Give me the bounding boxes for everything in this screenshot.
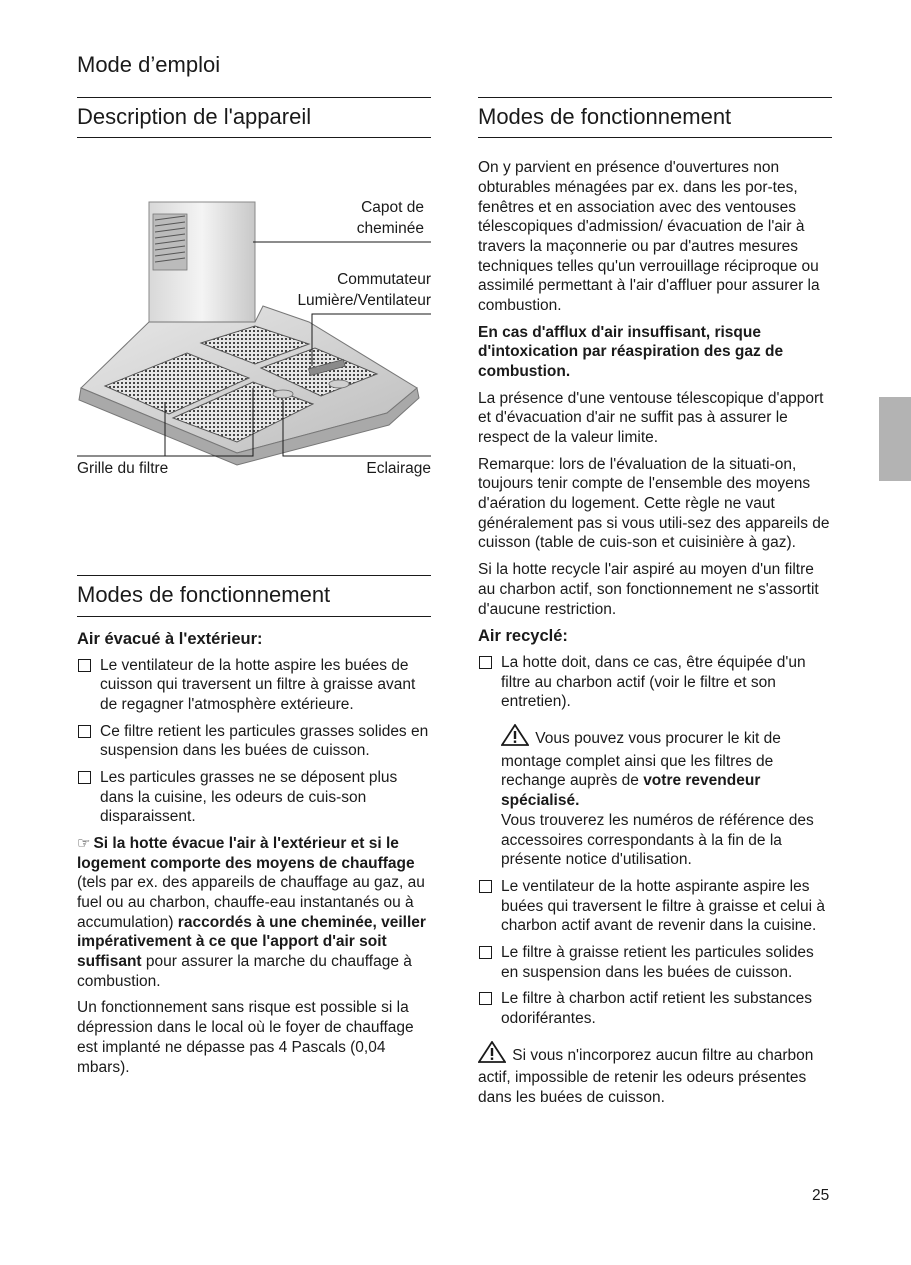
section-title-description: Description de l'appareil [77, 97, 431, 138]
para-ouvertures: On y parvient en présence d'ouvertures non obturables ménagées par ex. dans les por-tes, fenêtres et en association avec des ventouses télescopiques d'admission/ évacuation de l'air à travers la maçonnerie ou par d'autres mesures techniques telles qu'un verrouillage réciproque ou assimilé permettant à l'air d'affluer pour assurer la combustion. [478, 159, 820, 315]
kit-bold: votre revendeur spécialisé. [501, 772, 761, 810]
hood-diagram [77, 138, 431, 493]
list-item: La hotte doit, dans ce cas, être équipée d'un filtre au charbon actif (voir le filtre et son entretien). [478, 653, 832, 712]
list-item: Le ventilateur de la hotte aspirante aspire les buées qui traversent le filtre à graisse et celui à charbon actif avant de revenir dans la cuisine. [478, 877, 832, 936]
kit-text-2: Vous trouverez les numéros de référence des accessoires correspondants à la fin de la présente notice d'utilisation. [501, 811, 814, 869]
note-normal-2: pour assurer la marche du chauffage à combustion. [77, 953, 412, 990]
para-ventouse: La présence d'une ventouse télescopique d'apport et d'évacuation d'air ne suffit pas à assurer le respect de la valeur limite. [478, 389, 824, 447]
para-depression: Un fonctionnement sans risque est possible si la dépression dans le local où le foyer de chauffage est implanté ne dépasse pas 4 Pascals (0,04 mbars). [77, 999, 414, 1076]
note-normal-1: (tels par ex. des appareils de chauffage au gaz, au fuel ou au charbon, chauffe-eau instantanés ou à accumulation) [77, 874, 425, 931]
section-title-modes-left: Modes de fonctionnement [77, 575, 431, 616]
range-hood-illustration [77, 138, 431, 493]
warning-triangle-icon [501, 724, 529, 752]
recycle-list [478, 877, 832, 1029]
recycle-list-first [478, 653, 832, 712]
air-out-list [77, 656, 431, 827]
list-item: Le filtre à charbon actif retient les substances odoriférantes. [478, 989, 832, 1028]
para-remarque: Remarque: lors de l'évaluation de la situati-on, toujours tenir compte de l'ensemble des moyens d'aération du logement. Cette règle ne vaut généralement pas si vous utili-sez des appareils de cuisson (table de cuis-son et cuisinière à gaz). [478, 455, 830, 552]
final-warning-text: Si vous n'incorporez aucun filtre au charbon actif, impossible de retenir les odeurs présentes dans les buées de cuisson. [478, 1046, 814, 1106]
subheading-air-evacue: Air évacué à l'extérieur: [77, 629, 263, 648]
right-column [478, 97, 832, 1115]
label-filter-grille: Grille du filtre [77, 460, 169, 478]
label-chimney-cover: Capot de cheminée [356, 199, 424, 237]
warning-intoxication: En cas d'afflux d'air insuffisant, risque d'intoxication par réaspiration des gaz de combustion. [478, 323, 784, 381]
right-body [478, 158, 832, 1107]
kit-text-1: Vous pouvez vous procurer le kit de montage complet ainsi que les filtres de rechange auprès de [501, 730, 781, 790]
para-recycle: Si la hotte recycle l'air aspiré au moyen d'un filtre au charbon actif, son fonctionnement ne s'assortit d'aucune restriction. [478, 561, 819, 618]
pointing-hand-icon: ☞ [77, 835, 91, 853]
warning-triangle-icon [478, 1041, 506, 1069]
label-lighting: Eclairage [366, 460, 431, 478]
list-item: Le filtre à graisse retient les particules solides en suspension dans les buées de cuisson. [478, 943, 832, 982]
chauffage-note [77, 834, 431, 991]
final-warning [478, 1041, 832, 1108]
list-item: Ce filtre retient les particules grasses solides en suspension dans les buées de cuisson. [77, 722, 431, 761]
left-column [77, 97, 431, 1084]
list-item: Les particules grasses ne se déposent plus dans la cuisine, les odeurs de cuis-son disparaissent. [77, 768, 431, 827]
subheading-air-recycle: Air recyclé: [478, 627, 568, 646]
page-number: 25 [812, 1187, 830, 1204]
note-bold-1: Si la hotte évacue l'air à l'extérieur et si le logement comporte des moyens de chauffage [77, 835, 415, 872]
list-item: Le ventilateur de la hotte aspire les buées de cuisson qui traversent un filtre à graisse avant de regagner l'atmosphère extérieure. [77, 656, 431, 715]
page-header: Mode d’emploi [77, 52, 221, 77]
note-bold-2: raccordés à une cheminée, veiller impérativement à ce que l'apport d'air soit suffisant [77, 913, 426, 971]
side-tab-marker [879, 397, 911, 481]
section-title-modes-right: Modes de fonctionnement [478, 97, 832, 138]
left-body [77, 629, 431, 1077]
label-light-fan-switch: Commutateur Lumière/Ventilateur [297, 271, 431, 309]
kit-note [478, 724, 832, 870]
